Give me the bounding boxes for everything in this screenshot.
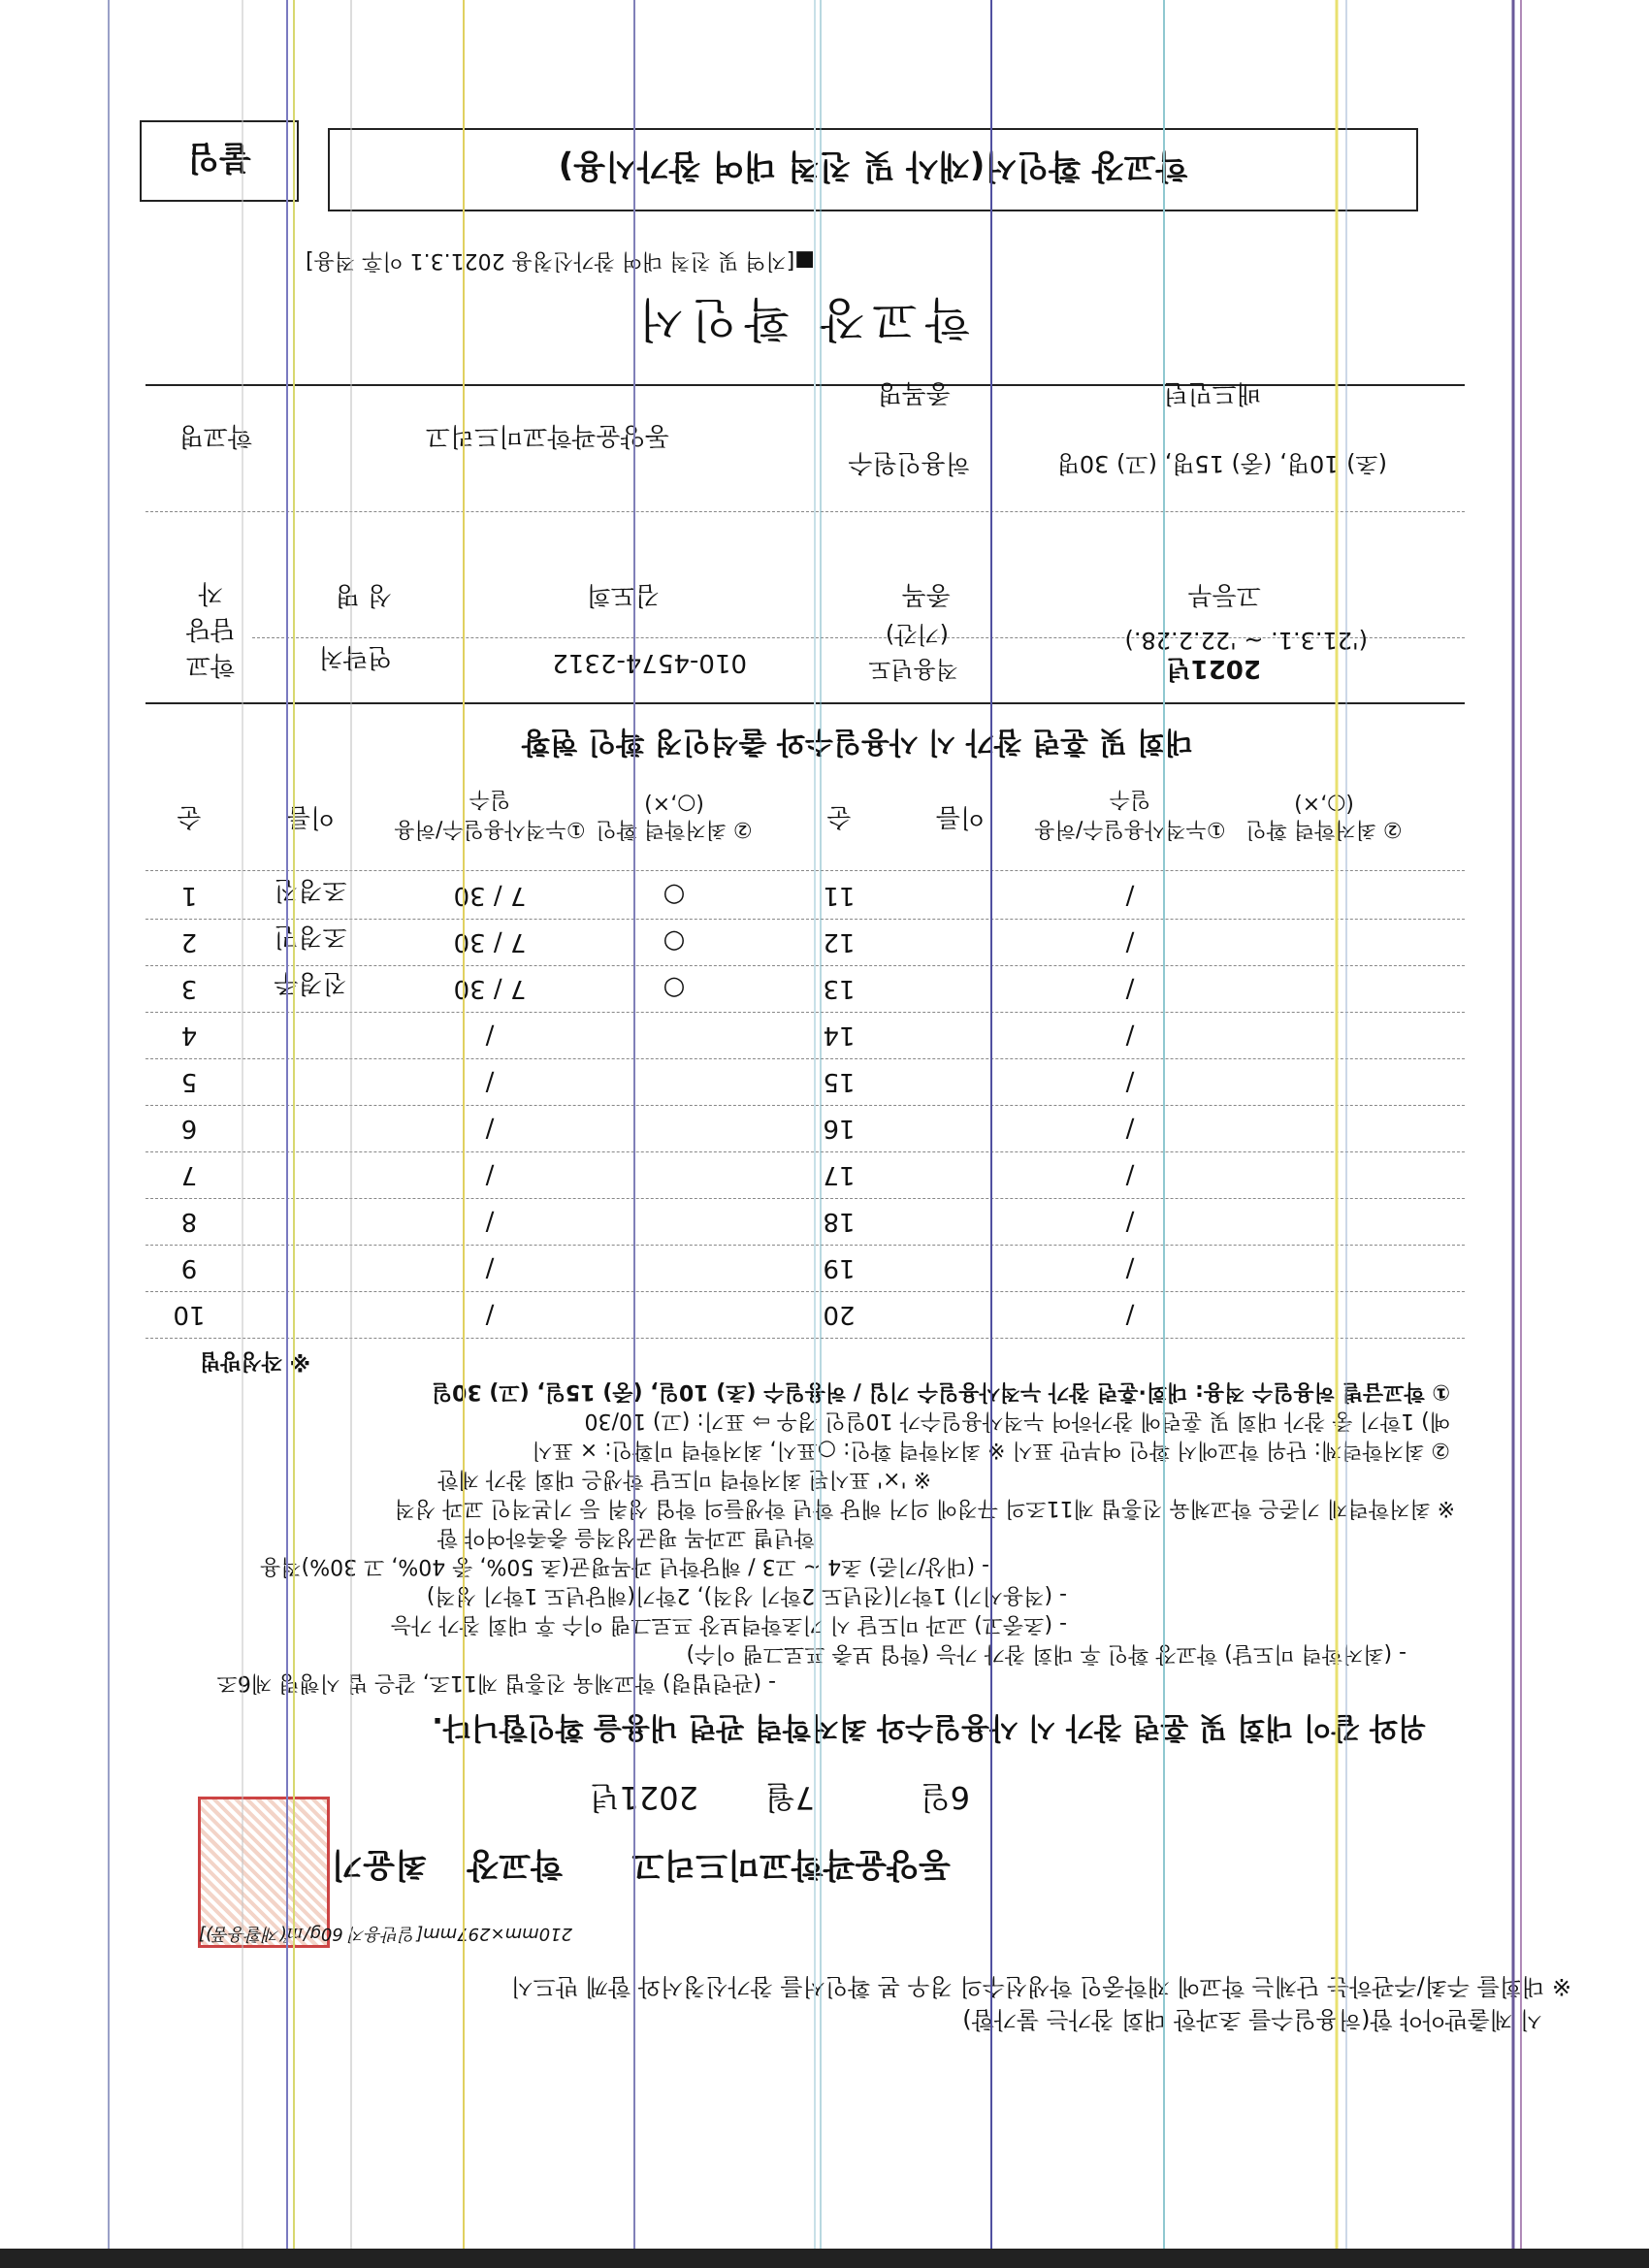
- attachment-label: 붙임: [187, 138, 251, 178]
- row-rule: [146, 1151, 1465, 1152]
- note-line: ※ 작성방법: [199, 1348, 310, 1373]
- row-days: /: [485, 1021, 495, 1050]
- col-header-name-2: 이름: [935, 802, 986, 831]
- row-check: ○: [663, 881, 686, 910]
- row-no-2: 13: [823, 974, 856, 1003]
- signer-name: 최윤기: [331, 1845, 427, 1884]
- row-no-2: 14: [823, 1021, 856, 1050]
- sport-value: 고등부: [1187, 580, 1261, 609]
- row-rule: [146, 1245, 1465, 1246]
- phone-label: 연락처: [318, 642, 392, 671]
- name-label: 성 명: [335, 580, 392, 609]
- row-no: 2: [180, 927, 198, 956]
- date-day: 6일: [920, 1779, 970, 1816]
- note-line: ※ '×' 표시된 최저학력 미도달 학생은 대회 참가 제한: [437, 1467, 931, 1491]
- school-name-label: 학교명: [178, 421, 252, 450]
- note-line: - (대상/기준) 초4 ~ 고3 / 해당학년 과목평균(초 50%, 중 40%, 고 30%)적용: [260, 1554, 989, 1578]
- note-line: 예) 1학기 중 참가 대회 및 훈련에 참가하여 누적사용일수가 10일인 경우 ⇨ 표기: (고) 10/30: [584, 1409, 1450, 1433]
- note-line: ※ 최저학력제 기준은 학교체육 진흥법 제11조의 규정에 의거 해당 학년 학생들의 학업 성취 등 기본적인 교과 성적: [394, 1496, 1455, 1520]
- footer-note-line: 시 제출받아야 함(허용일수를 초과한 대회 참가는 불가함): [962, 2006, 1542, 2033]
- row-no: 8: [180, 1207, 198, 1236]
- row-rule: [146, 1012, 1465, 1013]
- row-no: 1: [180, 881, 198, 910]
- row-name: 진경주: [274, 968, 347, 997]
- note-line: ① 학교급별 허용일수 적용: 대회·훈련 참가 누적사용일수 기입 / 허용일수 (초) 10일, (중) 15일, (고) 30일: [431, 1379, 1450, 1404]
- col-header-days-1: ①누적사용일수/허용일수: [394, 787, 586, 841]
- row-days: /: [485, 1160, 495, 1189]
- attachment-label-box: [140, 120, 299, 202]
- row-days-2: /: [1125, 1160, 1135, 1189]
- table-header-rule: [146, 870, 1465, 871]
- sport-name-value: 배드민턴: [1163, 378, 1261, 407]
- row-days: /: [485, 1253, 495, 1282]
- row-no-2: 16: [823, 1114, 856, 1143]
- col-header-name-1: 이름: [285, 802, 336, 831]
- row-days: 7 / 30: [453, 927, 527, 956]
- row-no-2: 17: [823, 1160, 856, 1189]
- col-header-check-2: ② 최저학력 확인(○,×): [1245, 792, 1403, 841]
- note-line: 학년별 교과목 평균성적을 충족하여야 함: [436, 1525, 815, 1549]
- year-label: 적용년도: [868, 656, 958, 683]
- footer-note-line: ※ 대회를 주최/주관하는 단체는 학교에 재학중인 학생선수의 경우 본 확인서를 참가신청서와 함께 반드시: [510, 1973, 1571, 2000]
- row-no-2: 15: [823, 1067, 856, 1096]
- col-header-check-1: ② 최저학력 확인(○,×): [596, 792, 753, 841]
- row-no: 3: [180, 974, 198, 1003]
- row-no: 7: [180, 1160, 198, 1189]
- note-line: - (최저학력 미도달) 학교장 확인 후 대회 참가 가능 (학업 보충 프로그램 이수): [686, 1641, 1406, 1666]
- row-no: 5: [180, 1067, 198, 1096]
- row-check: ○: [663, 927, 686, 956]
- row-days-2: /: [1125, 1207, 1135, 1236]
- form-title: 학교장 확인서(재사 및 친척 대여 참가시용): [558, 146, 1188, 186]
- row-no: 4: [180, 1021, 198, 1050]
- quota-value: (초) 10명, (중) 15명, (고) 30명: [1056, 450, 1387, 477]
- info-bottom-rule: [146, 702, 1465, 704]
- row-rule: [146, 1338, 1465, 1339]
- signer-school: 동양윤곽학교미드리고: [631, 1845, 951, 1884]
- contact-section-label: 학교 담당자: [185, 578, 236, 679]
- note-line: - (적용시기) 1학기(전년도 2학기 성적), 2학기(해당년도 1학기 성적): [426, 1583, 1067, 1607]
- row-days: /: [485, 1207, 495, 1236]
- info-divider: [146, 511, 1465, 512]
- scanner-bottom-bar: [0, 2249, 1649, 2268]
- row-rule: [146, 965, 1465, 966]
- note-line: - (초중고) 교과 미도달 시 기초학력보장 프로그램 이수 후 대회 참가 가능: [390, 1612, 1067, 1636]
- signer-role: 학교장: [467, 1845, 563, 1884]
- row-days-2: /: [1125, 881, 1135, 910]
- row-days-2: /: [1125, 1253, 1135, 1282]
- table-title: 대회 및 훈련 참가 시 사용일수와 출석인정 확인 현황: [521, 725, 1193, 759]
- row-days-2: /: [1125, 974, 1135, 1003]
- row-rule: [146, 919, 1465, 920]
- row-rule: [146, 1198, 1465, 1199]
- rule-note: ■[지역 및 친척 대여 참가신청용 2021.3.1 이후 적용]: [306, 248, 815, 273]
- col-header-days-2: ①누적사용일수/허용일수: [1034, 787, 1226, 841]
- year-value: 2021년: [1166, 654, 1261, 683]
- period-label: (기간): [885, 621, 949, 648]
- row-days: /: [485, 1300, 495, 1329]
- doc-title: 학교장 확인서: [630, 292, 970, 346]
- row-days-2: /: [1125, 1021, 1135, 1050]
- row-days: 7 / 30: [453, 974, 527, 1003]
- info-top-rule: [146, 384, 1465, 386]
- row-days: /: [485, 1067, 495, 1096]
- row-rule: [146, 1105, 1465, 1106]
- col-header-no-2: 순: [826, 802, 852, 831]
- note-line: - (관련법령) 학교체육 진흥법 제11조, 같은 법 시행령 제6조: [216, 1670, 776, 1695]
- row-no: 10: [173, 1300, 206, 1329]
- sport-label: 종목: [901, 580, 951, 609]
- paper-spec: 210mm×297mm[일반용지 60g/㎡(재활용품)]: [198, 1924, 572, 1944]
- col-header-no-1: 순: [177, 802, 202, 831]
- row-days-2: /: [1125, 927, 1135, 956]
- sport-name-label: 종목명: [877, 378, 951, 407]
- name-value: 김도희: [586, 580, 660, 609]
- phone-value: 010-4574-2312: [552, 648, 747, 677]
- row-no-2: 19: [823, 1253, 856, 1282]
- row-check: ○: [663, 974, 686, 1003]
- row-days-2: /: [1125, 1300, 1135, 1329]
- date-year: 2021년: [589, 1779, 698, 1816]
- row-days: /: [485, 1114, 495, 1143]
- row-days-2: /: [1125, 1067, 1135, 1096]
- date-month: 7월: [764, 1779, 815, 1816]
- form-title-box: [328, 128, 1418, 211]
- quota-label: 허용인원수: [848, 448, 970, 477]
- row-no: 6: [180, 1114, 198, 1143]
- note-line: ② 최저학력제: 단위 학교에서 확인 여부만 표시 ※ 최저학력 확인: ○표시, 최저학력 미확인: × 표시: [532, 1438, 1450, 1462]
- row-rule: [146, 1291, 1465, 1292]
- row-no-2: 12: [823, 927, 856, 956]
- row-days: 7 / 30: [453, 881, 527, 910]
- row-no-2: 18: [823, 1207, 856, 1236]
- row-name: 조경민: [274, 922, 347, 951]
- row-no-2: 20: [823, 1300, 856, 1329]
- confirm-sentence: 위와 같이 대회 및 훈련 참가 시 사용일수와 최저학력 관련 내용을 확인합니다.: [432, 1710, 1426, 1744]
- period-value: ('21.3.1. ~ '22.2.28.): [1124, 627, 1368, 654]
- row-days-2: /: [1125, 1114, 1135, 1143]
- school-name-value: 동양윤곽학교미드리고: [425, 421, 669, 450]
- row-name: 조경진: [274, 875, 347, 904]
- row-no-2: 11: [823, 881, 856, 910]
- row-rule: [146, 1058, 1465, 1059]
- row-no: 9: [180, 1253, 198, 1282]
